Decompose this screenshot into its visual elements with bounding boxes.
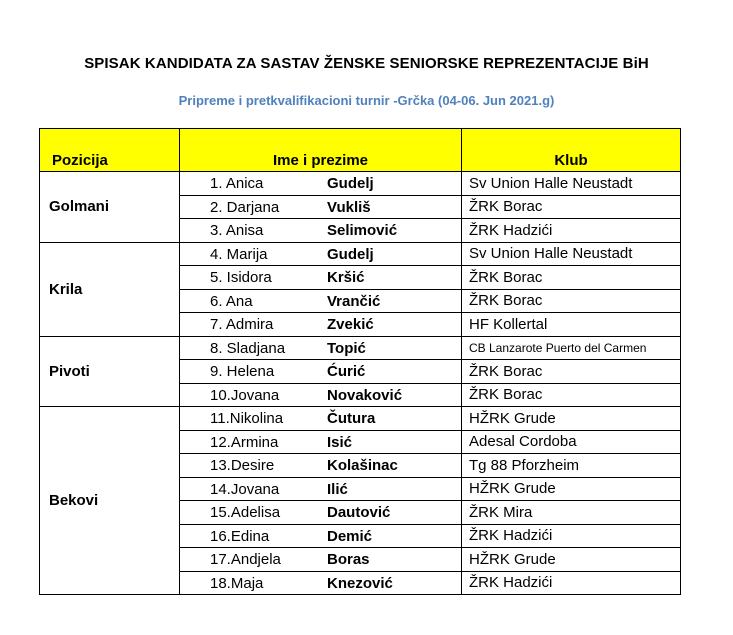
table-header-row [40, 129, 681, 172]
player-first-name: 4. Marija [210, 245, 268, 263]
player-last-name: Vrančić [327, 292, 381, 310]
player-first-name: 8. Sladjana [210, 339, 286, 357]
player-first-name: 7. Admira [210, 316, 274, 333]
player-first-name: 18.Maja [210, 574, 264, 592]
position-cell: Bekovi [40, 407, 180, 595]
club-cell: ŽRK Borac [462, 289, 681, 313]
club-cell: ŽRK Borac [462, 195, 681, 219]
name-cell [180, 336, 462, 360]
player-last-name: Novaković [327, 386, 403, 404]
club-cell: Sv Union Halle Neustadt [462, 242, 681, 266]
player-first-name: 5. Isidora [210, 269, 272, 286]
player-last-name: Selimović [327, 222, 398, 239]
club-cell: ŽRK Hadzići [462, 219, 681, 243]
name-cell [180, 172, 462, 196]
player-first-name: 15.Adelisa [210, 504, 281, 521]
club-cell: HŽRK Grude [462, 477, 681, 501]
club-cell: ŽRK Hadzići [462, 571, 681, 595]
name-cell [180, 383, 462, 407]
player-first-name: 12.Armina [210, 433, 279, 451]
player-first-name: 17.Andjela [210, 551, 281, 568]
name-cell [180, 524, 462, 548]
club-cell: Adesal Cordoba [462, 430, 681, 454]
club-cell: Tg 88 Pforzheim [462, 454, 681, 478]
player-last-name: Gudelj [327, 245, 374, 263]
player-last-name: Topić [327, 339, 366, 357]
position-cell: Pivoti [40, 336, 180, 407]
name-cell [180, 477, 462, 501]
club-cell: HF Kollertal [462, 313, 681, 337]
player-last-name: Vukliš [327, 198, 371, 216]
name-cell [180, 289, 462, 313]
club-cell: ŽRK Borac [462, 383, 681, 407]
header-position: Pozicija [40, 129, 180, 172]
table-row [40, 242, 681, 266]
player-first-name: 6. Ana [210, 292, 253, 310]
table-row [40, 407, 681, 431]
player-first-name: 9. Helena [210, 363, 275, 380]
club-cell: HŽRK Grude [462, 548, 681, 572]
club-cell: ŽRK Borac [462, 360, 681, 384]
name-cell [180, 195, 462, 219]
name-cell [180, 219, 462, 243]
name-cell [180, 430, 462, 454]
name-cell [180, 313, 462, 337]
player-first-name: 10.Jovana [210, 386, 280, 404]
player-last-name: Boras [327, 551, 370, 568]
name-cell [180, 501, 462, 525]
player-last-name: Dautović [327, 504, 391, 521]
player-last-name: Ćurić [327, 363, 366, 380]
name-cell [180, 266, 462, 290]
player-last-name: Kršić [327, 269, 365, 286]
candidates-table [39, 128, 681, 595]
club-cell: ŽRK Mira [462, 501, 681, 525]
name-cell [180, 407, 462, 431]
player-last-name: Demić [327, 527, 373, 545]
table-row [40, 172, 681, 196]
table-row [40, 336, 681, 360]
table-body [40, 172, 681, 595]
name-cell [180, 548, 462, 572]
name-cell [180, 360, 462, 384]
club-cell: HŽRK Grude [462, 407, 681, 431]
player-last-name: Isić [327, 433, 353, 451]
player-first-name: 13.Desire [210, 457, 275, 474]
player-last-name: Kolašinac [327, 457, 398, 474]
player-first-name: 11.Nikolina [210, 410, 284, 427]
player-last-name: Čutura [327, 410, 376, 427]
player-first-name: 2. Darjana [210, 198, 280, 216]
player-last-name: Knezović [327, 574, 393, 592]
player-last-name: Ilić [327, 480, 348, 498]
club-cell: Sv Union Halle Neustadt [462, 172, 681, 196]
document-subtitle: Pripreme i pretkvalifikacioni turnir -Grčka (04-06. Jun 2021.g) [178, 93, 555, 108]
club-cell: ŽRK Borac [462, 266, 681, 290]
player-first-name: 1. Anica [210, 175, 264, 192]
club-cell: ŽRK Hadzići [462, 524, 681, 548]
document-title: SPISAK KANDIDATA ZA SASTAV ŽENSKE SENIORSKE REPREZENTACIJE BiH [84, 55, 649, 72]
name-cell [180, 571, 462, 595]
player-first-name: 16.Edina [210, 527, 270, 545]
club-cell: CB Lanzarote Puerto del Carmen [462, 336, 681, 360]
player-first-name: 14.Jovana [210, 480, 280, 498]
header-club: Klub [462, 129, 681, 172]
header-name: Ime i prezime [180, 129, 462, 172]
name-cell [180, 242, 462, 266]
player-last-name: Zvekić [327, 316, 374, 333]
position-cell: Krila [40, 242, 180, 336]
position-cell: Golmani [40, 172, 180, 243]
player-last-name: Gudelj [327, 175, 374, 192]
player-first-name: 3. Anisa [210, 222, 264, 239]
name-cell [180, 454, 462, 478]
